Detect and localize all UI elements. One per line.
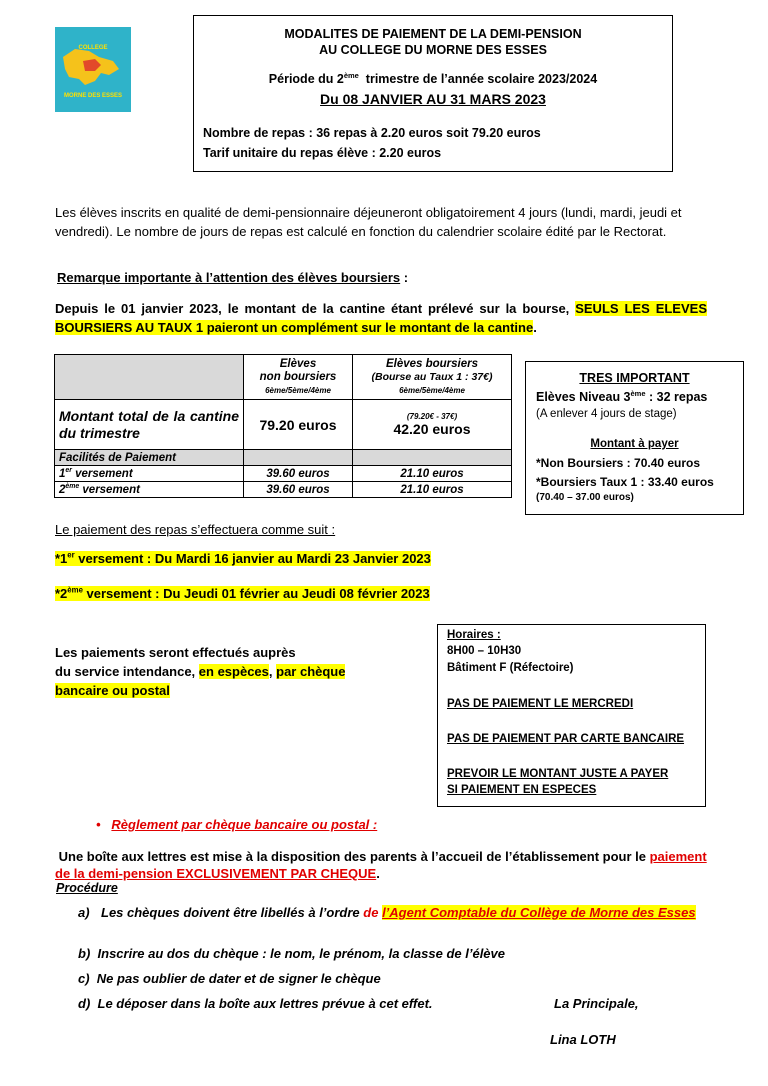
total-boursiers-cell: (79.20€ - 37€) 42.20 euros: [353, 400, 512, 450]
header-box: [193, 15, 673, 172]
fees-table: [54, 354, 512, 498]
letterbox-paragraph: Une boîte aux lettres est mise à la disposition des parents à l’accueil de l’établissement pour le paiement de la demi-pension EXCLUSIVEMENT PAR CHEQUE.: [55, 849, 707, 881]
no-card-payment: PAS DE PAIEMENT PAR CARTE BANCAIRE: [447, 733, 685, 745]
cheque-bullet: • Règlement par chèque bancaire ou postal :: [96, 817, 378, 832]
intro-paragraph: Les élèves inscrits en qualité de demi-pensionnaire déjeuneront obligatoirement 4 jours (lundi, mardi, jeudi et vendredi). Le nombre de jours de repas est calculé en fonction du calendrier scolaire édité par le Rectorat.: [55, 205, 682, 239]
page-title-line1: MODALITES DE PAIEMENT DE LA DEMI-PENSION: [284, 27, 582, 41]
signature-role: La Principale,: [554, 996, 639, 1011]
step-b: b) Inscrire au dos du chèque : le nom, le prénom, la classe de l’élève: [78, 946, 505, 961]
hours-title: Horaires :: [447, 629, 501, 641]
facilities-empty-2: [353, 450, 512, 466]
total-label: Montant total de la cantine du trimestre: [55, 400, 244, 450]
remark-title: Remarque importante à l’attention des élèves boursiers :: [57, 270, 409, 285]
versement2-bours: 21.10 euros: [353, 482, 512, 498]
step-a: a) Les chèques doivent être libellés à l’ordre de l’Agent Comptable du Collège de Morne des Esses: [78, 905, 696, 920]
level-3-meals: Elèves Niveau 3ème : 32 repas: [536, 389, 708, 405]
college-logo: [55, 27, 131, 112]
important-box: [525, 361, 744, 515]
unit-price: Tarif unitaire du repas élève : 2.20 euros: [203, 146, 442, 160]
signature-name: Lina LOTH: [550, 1032, 616, 1047]
page-title-line2: AU COLLEGE DU MORNE DES ESSES: [319, 43, 547, 57]
amount-title: Montant à payer: [590, 438, 679, 450]
total-non-boursiers: 79.20 euros: [244, 400, 353, 450]
hours-time: 8H00 – 10H30: [447, 645, 522, 657]
versement2-label: 2ème versement: [55, 482, 244, 498]
exact-amount-note-2: SI PAIEMENT EN ESPECES: [447, 784, 597, 796]
col-header-non-boursiers: Elèves non boursiers 6ème/5ème/4ème: [244, 355, 353, 400]
island-map-icon: [55, 27, 131, 112]
facilities-label: Facilités de Paiement: [55, 450, 244, 466]
hours-building: Bâtiment F (Réfectoire): [447, 662, 574, 674]
period-line: Période du 2ème trimestre de l’année scolaire 2023/2024: [268, 71, 598, 87]
internship-note: (A enlever 4 jours de stage): [536, 408, 677, 420]
logo-text-bottom: MORNE DES ESSES: [63, 93, 122, 99]
amount-non-boursiers: *Non Boursiers : 70.40 euros: [536, 456, 701, 470]
versement2-non: 39.60 euros: [244, 482, 353, 498]
first-installment: *1er versement : Du Mardi 16 janvier au Mardi 23 Janvier 2023: [55, 551, 431, 567]
versement1-bours: 21.10 euros: [353, 466, 512, 482]
meals-count: Nombre de repas : 36 repas à 2.20 euros soit 79.20 euros: [203, 126, 541, 140]
remark-text: Depuis le 01 janvier 2023, le montant de la cantine étant prélevé sur la bourse, SEULS LES ELEVES BOURSIERS AU TAUX 1 paieront un complément sur le montant de la cantine.: [55, 301, 707, 335]
period-dates: Du 08 JANVIER AU 31 MARS 2023: [320, 91, 546, 107]
facilities-empty-1: [244, 450, 353, 466]
amount-boursiers: *Boursiers Taux 1 : 33.40 euros: [536, 475, 714, 489]
logo-text-top: COLLEGE: [78, 45, 108, 51]
important-title: TRES IMPORTANT: [579, 371, 690, 385]
payment-intro: Le paiement des repas s’effectuera comme suit :: [55, 522, 336, 537]
hours-box: [437, 624, 706, 807]
procedure-title: Procédure: [56, 881, 118, 895]
versement1-label: 1er versement: [55, 466, 244, 482]
table-header-empty: [55, 355, 244, 400]
amount-calc: (70.40 – 37.00 euros): [536, 492, 634, 503]
no-payment-wednesday: PAS DE PAIEMENT LE MERCREDI: [447, 698, 634, 710]
second-installment: *2ème versement : Du Jeudi 01 février au Jeudi 08 février 2023: [55, 586, 430, 602]
step-d: d) Le déposer dans la boîte aux lettres prévue à cet effet.: [78, 996, 433, 1011]
step-c: c) Ne pas oublier de dater et de signer le chèque: [78, 971, 381, 986]
payment-location: Les paiements seront effectués auprès du service intendance, en espèces, par chèque bancaire ou postal: [55, 645, 346, 698]
exact-amount-note-1: PREVOIR LE MONTANT JUSTE A PAYER: [447, 768, 669, 780]
col-header-boursiers: Elèves boursiers (Bourse au Taux 1 : 37€) 6ème/5ème/4ème: [353, 355, 512, 400]
versement1-non: 39.60 euros: [244, 466, 353, 482]
